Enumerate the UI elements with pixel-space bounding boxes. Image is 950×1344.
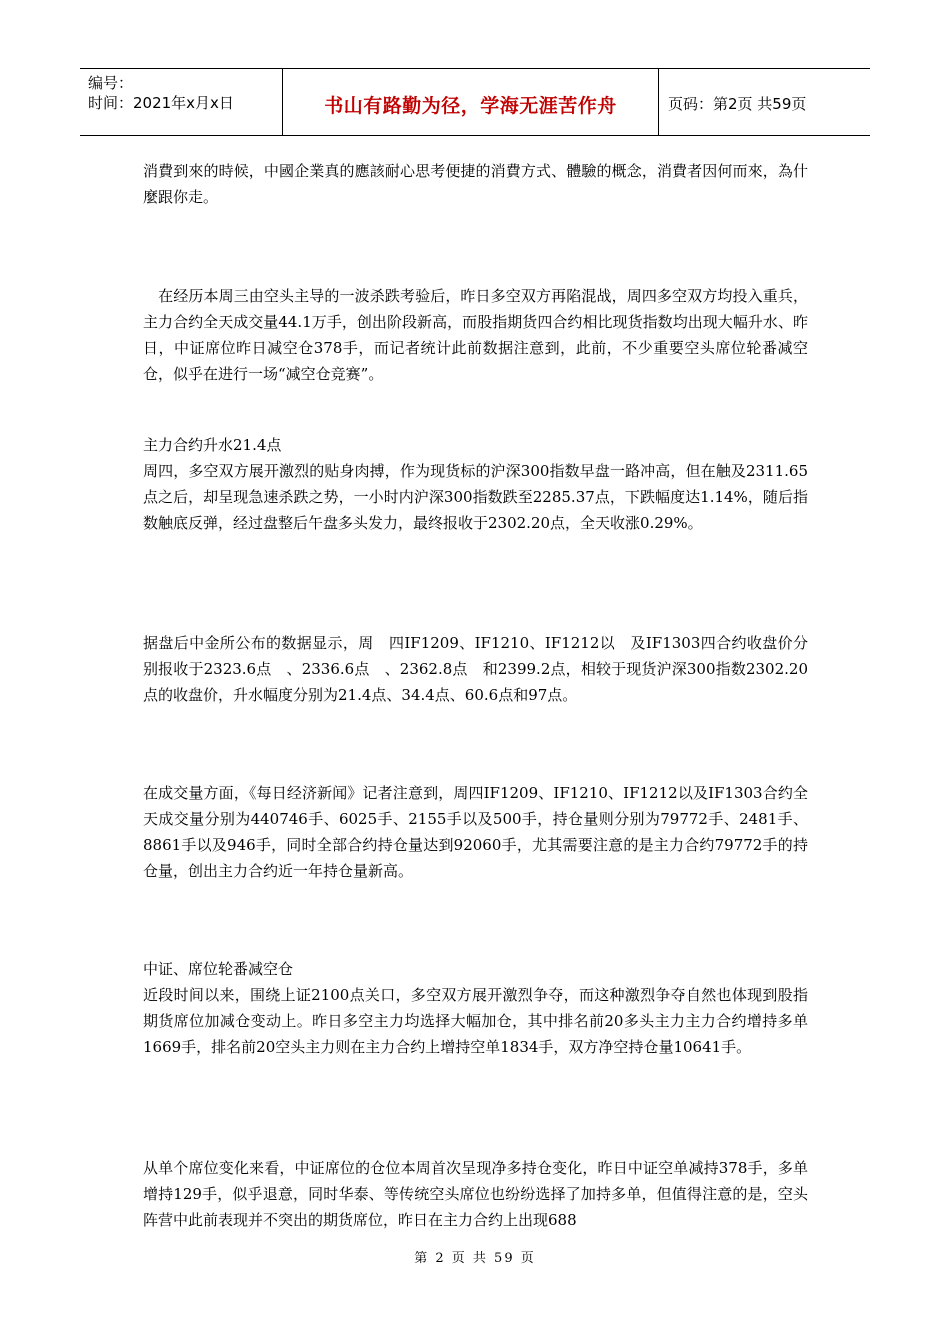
- section-heading: 主力合约升水21.4点: [143, 436, 282, 454]
- paragraph-block: [143, 283, 808, 387]
- date-label: 时间：2021年x月x日: [88, 94, 234, 112]
- paragraph-block: [143, 956, 808, 1060]
- paragraph: 消費到來的時候，中國企業真的應該耐心思考便捷的消費方式、體驗的概念，消費者因何而來，為什麼跟你走。: [143, 162, 808, 206]
- paragraph: 近段时间以来，围绕上证2100点关口，多空双方展开激烈争夺，而这种激烈争夺自然也体现到股指期货席位加减仓变动上。昨日多空主力均选择大幅加仓，其中排名前20多头主力主力合约增持多单1669手，排名前20空头主力则在主力合约上增持空单1834手，双方净空持仓量10641手。: [143, 986, 808, 1056]
- paragraph-block: [143, 432, 808, 536]
- paragraph-block: [143, 780, 808, 884]
- header-motto: 书山有路勤为径，学海无涯苦作舟: [324, 95, 617, 117]
- paragraph: 在成交量方面，《每日经济新闻》记者注意到，周四IF1209、IF1210、IF1212以及IF1303合约全天成交量分别为440746手、6025手、2155手以及500手，持仓量则分别为79772手、2481手、8861手以及946手，同时全部合约持仓量达到92060手，尤其需要注意的是主力合约79772手的持仓量，创出主力合约近一年持仓量新高。: [143, 784, 808, 880]
- header-meta: [88, 73, 234, 113]
- paragraph: 从单个席位变化来看，中证席位的仓位本周首次呈现净多持仓变化，昨日中证空单减持378手，多单增持129手，似乎退意，同时华泰、等传统空头席位也纷纷选择了加持多单，但值得注意的是，空头阵营中此前表现并不突出的期货席位，昨日在主力合约上出现688: [143, 1159, 808, 1229]
- section-heading: 中证、席位轮番减空仓: [143, 960, 294, 978]
- paragraph: 在经历本周三由空头主导的一波杀跌考验后，昨日多空双方再陷混战，周四多空双方均投入重兵，主力合约全天成交量44.1万手，创出阶段新高，而股指期货四合约相比现货指数均出现大幅升水、昨日，中证席位昨日减空仓378手，而记者统计此前数据注意到，此前，不少重要空头席位轮番减空仓，似乎在进行一场“减空仓竞赛”。: [143, 287, 808, 383]
- header-divider: [658, 69, 659, 135]
- page-header: [80, 68, 870, 136]
- paragraph-block: [143, 158, 808, 210]
- paragraph: 据盘后中金所公布的数据显示，周 四IF1209、IF1210、IF1212以 及IF1303四合约收盘价分别报收于2323.6点 、2336.6点 、2362.8点 和2399.2点，相较于现货沪深300指数2302.20点的收盘价，升水幅度分别为21.4点、34.4点、60.6点和97点。: [143, 634, 808, 704]
- paragraph-block: [143, 1155, 808, 1233]
- header-page-label: 页码：第2页 共59页: [668, 95, 807, 113]
- code-label: 编号：: [88, 74, 134, 92]
- page-footer: 第 2 页 共 59 页: [414, 1251, 536, 1266]
- paragraph-block: [143, 630, 808, 708]
- paragraph: 周四，多空双方展开激烈的贴身肉搏，作为现货标的沪深300指数早盘一路冲高，但在触及2311.65点之后，却呈现急速杀跌之势，一小时内沪深300指数跌至2285.37点，下跌幅度达1.14%，随后指数触底反弹，经过盘整后午盘多头发力，最终报收于2302.20点，全天收涨0.29%。: [143, 462, 808, 532]
